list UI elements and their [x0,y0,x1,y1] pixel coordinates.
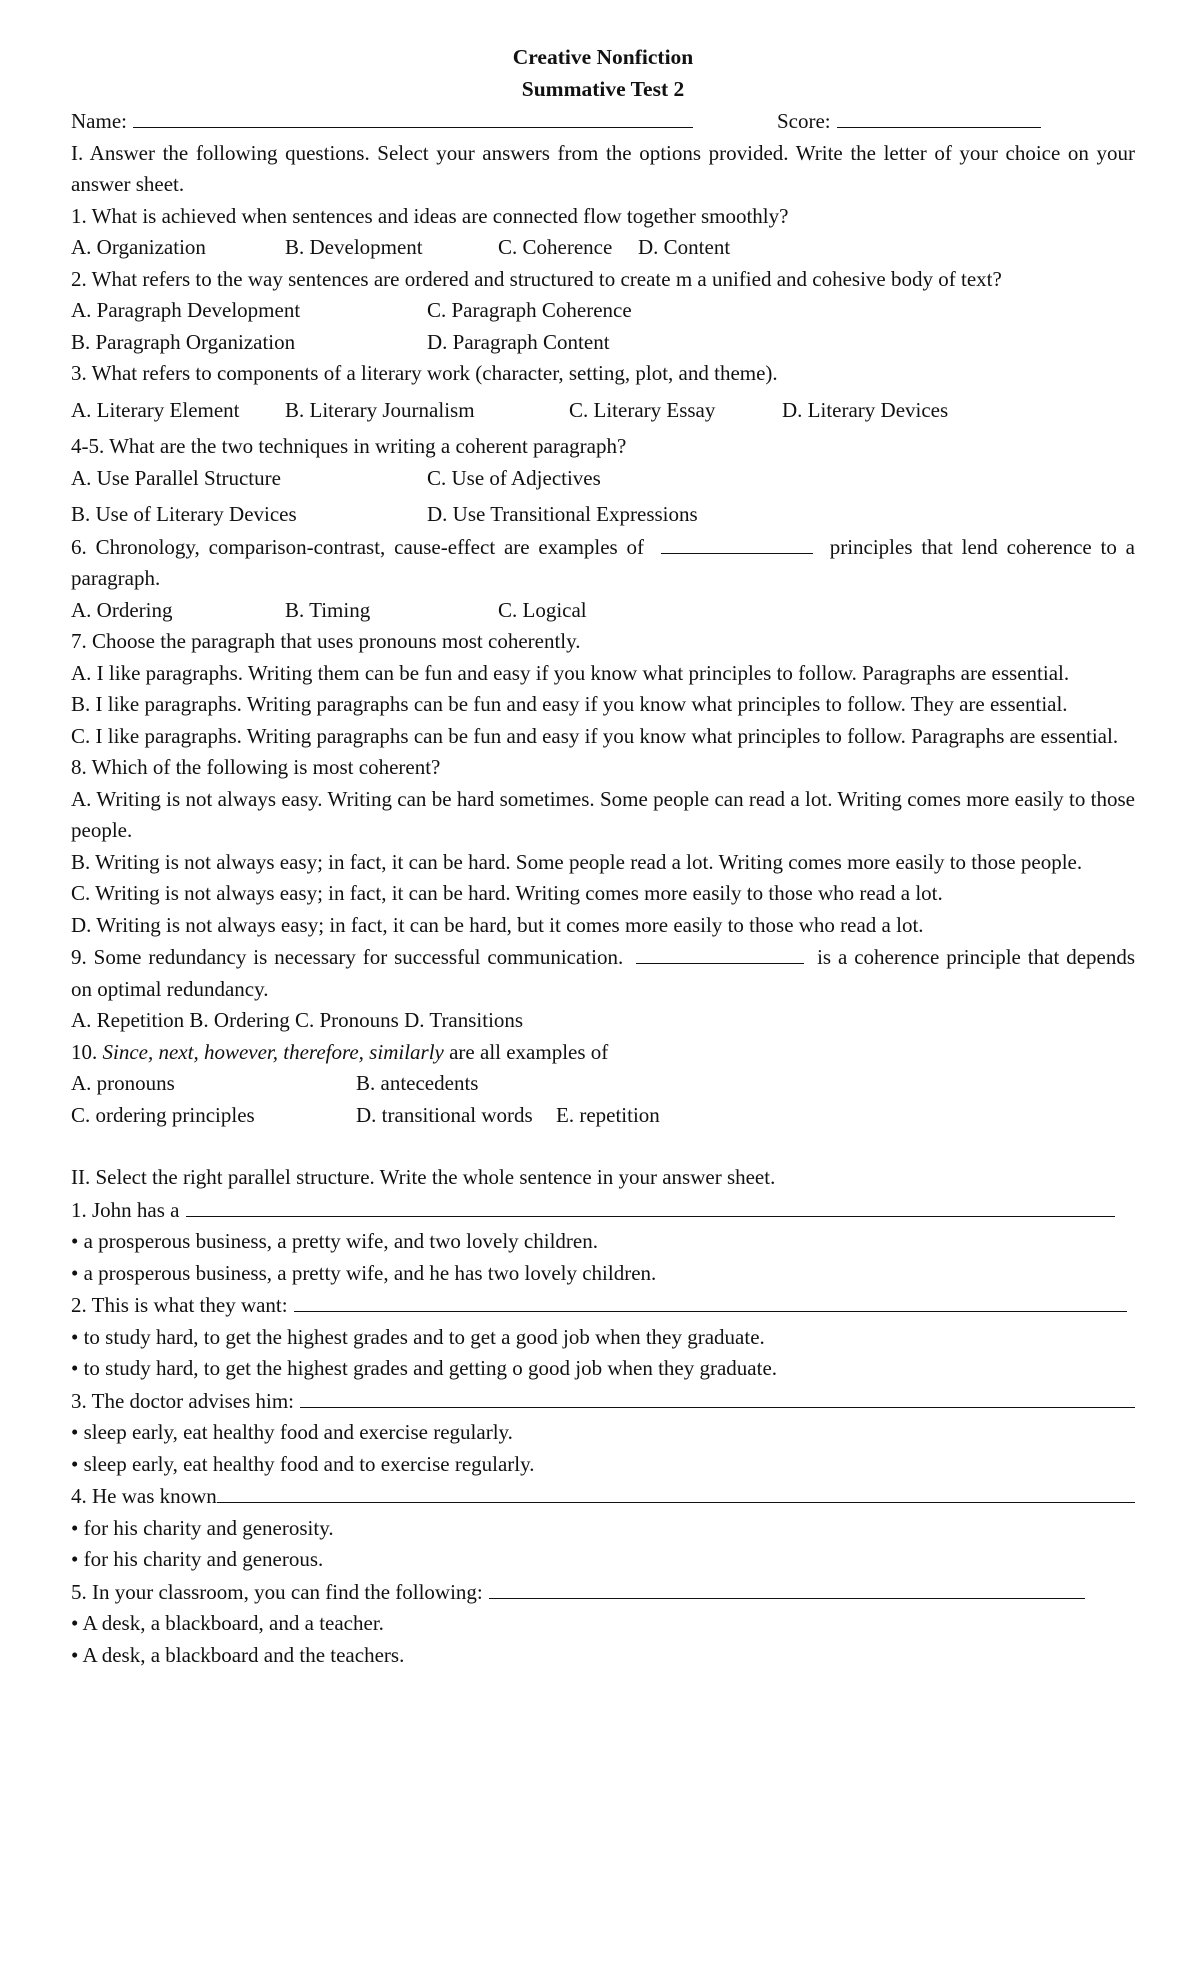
p2-item4-stem: 4. He was known [71,1484,217,1508]
q1-option-a: A. Organization [71,235,206,259]
p2-item5-stem-row [71,1576,1135,1609]
q3-text: 3. What refers to components of a literary work (character, setting, plot, and theme). [71,361,778,385]
p2-item4-option2: • for his charity and generous. [71,1547,324,1571]
p2-item1-option1: • a prosperous business, a pretty wife, and two lovely children. [71,1229,598,1253]
q10-italic-words: Since, next, however, therefore, similarly [102,1039,444,1064]
q1-option-d: D. Content [638,235,731,259]
p2-item4-blank[interactable] [217,1480,1135,1503]
q45-options-row1 [71,463,1135,495]
part2-instructions: II. Select the right parallel structure. Write the whole sentence in your answer sheet. [71,1165,776,1189]
q2-text: 2. What refers to the way sentences are ordered and structured to create m a unified and cohesive body of text? [71,266,1002,291]
q10-option-b: B. antecedents [356,1071,479,1095]
q45-option-a: A. Use Parallel Structure [71,465,281,490]
q9-blank[interactable] [636,941,804,964]
p2-item5-option2: • A desk, a blackboard and the teachers. [71,1642,405,1667]
q10-options-row1 [71,1068,1135,1100]
q6-text-before: 6. Chronology, comparison-contrast, cause-effect are examples of [71,534,645,559]
q45-options-row2 [71,499,1135,531]
q2-options-row1 [71,295,1135,327]
q3-options [71,395,1135,427]
q2-options-row2 [71,327,1135,359]
q8-option-a: A. Writing is not always easy. Writing can be hard sometimes. Some people can read a lot. Writing comes more easily to those people. [71,786,1135,842]
doc-title: Creative Nonfiction [512,45,694,69]
doc-subtitle: Summative Test 2 [521,76,685,101]
q6-option-c: C. Logical [498,597,587,622]
q7-text: 7. Choose the paragraph that uses pronouns most coherently. [71,629,581,653]
q8-option-d: D. Writing is not always easy; in fact, it can be hard, but it comes more easily to those who read a lot. [71,912,924,937]
q9-text-after: is a coherence principle that depends on optimal redundancy. [71,945,1136,1001]
p2-item2-option2: • to study hard, to get the highest grades and getting o good job when they graduate. [71,1356,778,1380]
p2-item3-blank[interactable] [300,1385,1135,1408]
q7-option-a: A. I like paragraphs. Writing them can be fun and easy if you know what principles to follow. Paragraphs are essential. [71,660,1070,685]
p2-item5-stem: 5. In your classroom, you can find the following: [71,1579,483,1604]
q45-option-d: D. Use Transitional Expressions [427,502,698,526]
q9-text-before: 9. Some redundancy is necessary for successful communication. [71,945,624,969]
q10-option-c: C. ordering principles [71,1102,255,1127]
q45-option-c: C. Use of Adjectives [427,465,601,490]
q2-option-d: D. Paragraph Content [427,329,610,354]
name-score-row [71,105,1135,138]
p2-item2-option1: • to study hard, to get the highest grades and to get a good job when they graduate. [71,1324,765,1349]
q1-text: 1. What is achieved when sentences and ideas are connected flow together smoothly? [71,203,789,228]
q8-option-c: C. Writing is not always easy; in fact, it can be hard. Writing comes more easily to those who read a lot. [71,881,943,905]
q3-option-b: B. Literary Journalism [285,397,475,422]
p2-item3-stem-row [71,1385,1135,1418]
q3-option-a: A. Literary Element [71,397,240,422]
q7-option-c: C. I like paragraphs. Writing paragraphs can be fun and easy if you know what principles to follow. Paragraphs are essential. [71,723,1119,748]
p2-item1-stem: 1. John has a [71,1197,180,1222]
q10-option-d: D. transitional words [356,1102,533,1127]
q45-option-b: B. Use of Literary Devices [71,502,297,526]
p2-item1-stem-row [71,1194,1135,1227]
q3-option-d: D. Literary Devices [782,397,949,422]
p2-item1-blank[interactable] [186,1194,1116,1217]
q2-option-a: A. Paragraph Development [71,298,301,322]
part1-instructions: I. Answer the following questions. Select your answers from the options provided. Write the letter of your choice on your answer sheet. [71,140,1135,196]
q6-option-a: A. Ordering [71,597,173,622]
q2-option-b: B. Paragraph Organization [71,329,296,354]
p2-item5-option1: • A desk, a blackboard, and a teacher. [71,1611,384,1635]
q8-option-b: B. Writing is not always easy; in fact, it can be hard. Some people read a lot. Writing comes more easily to those people. [71,849,1083,874]
q3-option-c: C. Literary Essay [569,397,716,422]
name-blank[interactable] [133,105,693,128]
p2-item2-blank[interactable] [294,1289,1127,1312]
q10-text-rest: are all examples of [449,1039,609,1064]
q10-option-a: A. pronouns [71,1071,175,1095]
q1-option-b: B. Development [285,235,423,259]
q6-text-after: principles that lend coherence to a paragraph. [71,534,1136,590]
p2-item4-option1: • for his charity and generosity. [71,1515,334,1540]
q7-option-b: B. I like paragraphs. Writing paragraphs can be fun and easy if you know what principles to follow. They are essential. [71,692,1068,716]
q6-blank[interactable] [661,531,813,554]
q2-option-c: C. Paragraph Coherence [427,298,632,322]
q8-text: 8. Which of the following is most coherent? [71,755,441,779]
q1-options [71,232,1135,264]
q10-option-e: E. repetition [556,1102,660,1127]
q9-options: A. Repetition B. Ordering C. Pronouns D. Transitions [71,1008,524,1032]
q9-text [71,941,1135,1005]
q6-option-b: B. Timing [285,597,371,622]
name-label: Name: [71,109,127,133]
p2-item2-stem-row [71,1289,1135,1322]
score-label: Score: [776,109,831,133]
p2-item2-stem: 2. This is what they want: [71,1293,288,1317]
q10-options-row2 [71,1100,1135,1132]
p2-item3-option2: • sleep early, eat healthy food and to exercise regularly. [71,1451,535,1476]
p2-item5-blank[interactable] [489,1576,1085,1599]
p2-item3-option1: • sleep early, eat healthy food and exercise regularly. [71,1420,513,1444]
score-blank[interactable] [837,105,1041,128]
p2-item4-stem-row [71,1480,1135,1513]
p2-item3-stem: 3. The doctor advises him: [71,1388,294,1413]
q45-text: 4-5. What are the two techniques in writing a coherent paragraph? [71,434,627,458]
q6-options [71,595,1135,627]
q10-text [71,1037,1135,1069]
q10-number: 10. [71,1039,98,1064]
p2-item1-option2: • a prosperous business, a pretty wife, and he has two lovely children. [71,1260,657,1285]
q1-option-c: C. Coherence [498,235,613,259]
q6-text [71,531,1135,595]
